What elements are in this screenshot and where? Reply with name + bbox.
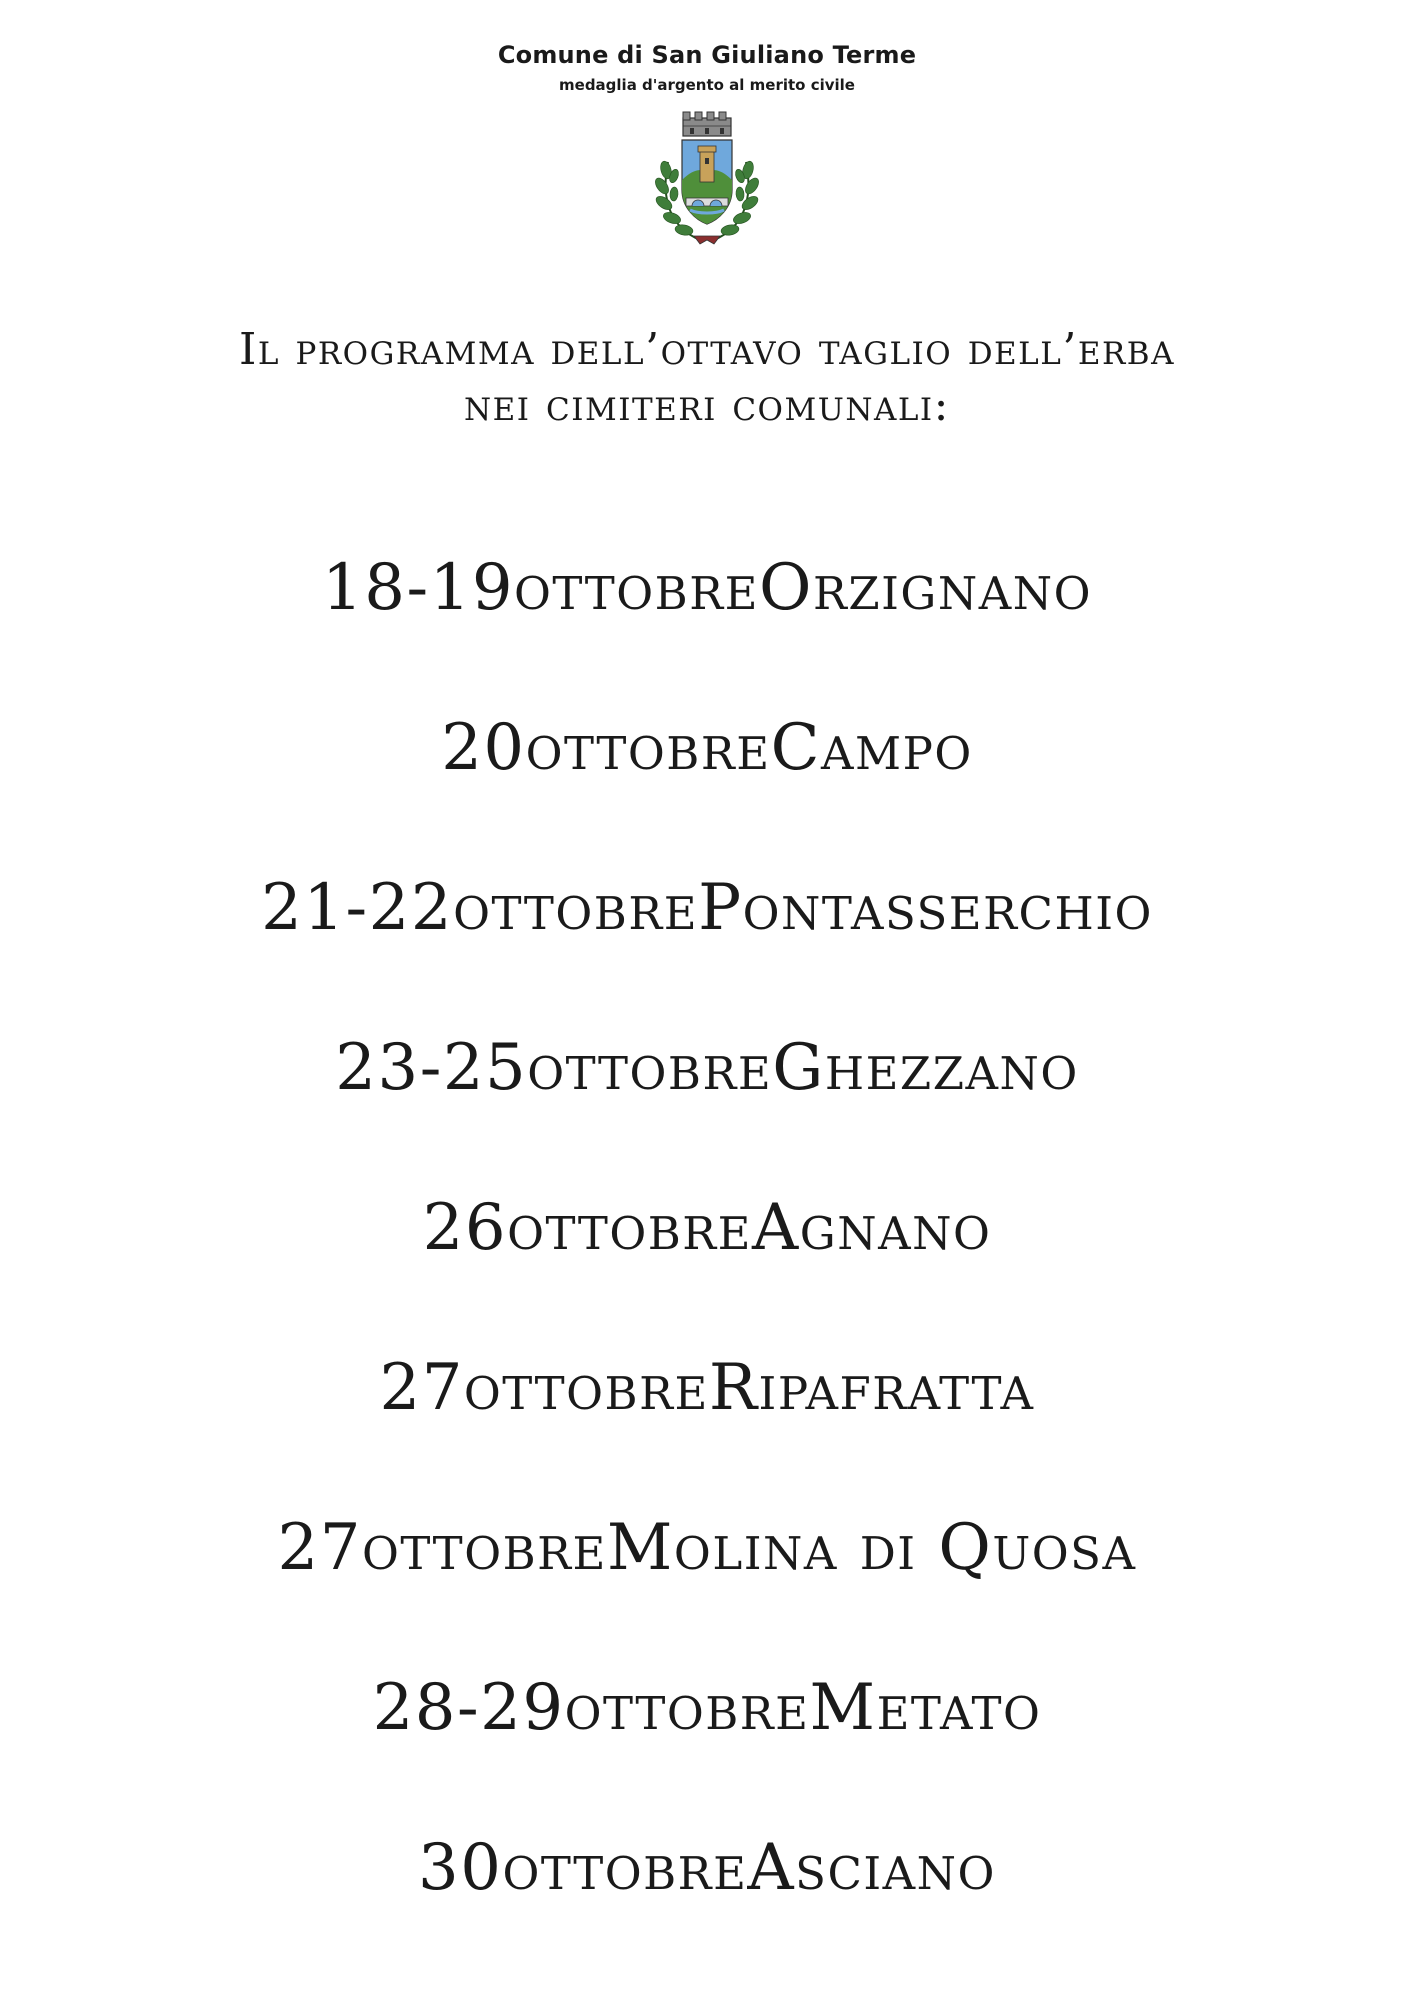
schedule-place: Ghezzano: [772, 1031, 1079, 1105]
schedule-month: ottobre: [463, 1351, 709, 1425]
coat-of-arms-icon: [650, 110, 764, 250]
schedule-place: Molina di Quosa: [606, 1511, 1137, 1585]
schedule-place: Agnano: [752, 1191, 992, 1265]
schedule-dates: 28-29: [372, 1671, 565, 1745]
schedule-dates: 27: [277, 1511, 362, 1585]
schedule-item: [0, 1028, 1414, 1188]
crown-icon: [683, 112, 731, 136]
schedule-item: [0, 868, 1414, 1028]
ribbon-icon: [694, 236, 720, 244]
schedule-item: [0, 1188, 1414, 1348]
schedule-item: [0, 708, 1414, 868]
schedule-month: ottobre: [525, 711, 771, 785]
schedule-item: [0, 1508, 1414, 1668]
title-line-2: nei cimiteri comunali:: [464, 380, 950, 431]
schedule-dates: 20: [441, 711, 526, 785]
schedule-item: [0, 1348, 1414, 1508]
schedule-item: [0, 1828, 1414, 1988]
page-title: [0, 322, 1414, 434]
schedule-month: ottobre: [507, 1191, 753, 1265]
page-header: [0, 38, 1414, 96]
schedule-month: ottobre: [502, 1831, 748, 1905]
schedule-place: Ripafratta: [708, 1351, 1035, 1425]
schedule-month: ottobre: [361, 1511, 607, 1585]
title-line-1: Il programma dell’ottavo taglio dell’erba: [239, 324, 1175, 375]
schedule-month: ottobre: [453, 871, 699, 945]
schedule-item: [0, 1668, 1414, 1828]
schedule-place: Orzignano: [758, 551, 1092, 625]
schedule-place: Campo: [770, 711, 973, 785]
schedule-dates: 30: [418, 1831, 503, 1905]
schedule-dates: 21-22: [261, 871, 454, 945]
schedule-dates: 23-25: [335, 1031, 528, 1105]
schedule-place: Asciano: [747, 1831, 996, 1905]
schedule-dates: 27: [379, 1351, 464, 1425]
schedule-place: Metato: [809, 1671, 1042, 1745]
shield-icon: [682, 140, 732, 224]
schedule-dates: 18-19: [322, 551, 515, 625]
schedule-month: ottobre: [564, 1671, 810, 1745]
schedule-month: ottobre: [527, 1031, 773, 1105]
schedule-place: Pontasserchio: [698, 871, 1153, 945]
schedule-month: ottobre: [514, 551, 759, 625]
honor-subtitle: medaglia d'argento al merito civile: [559, 76, 855, 94]
mowing-schedule-list: [0, 548, 1414, 1988]
municipality-name: Comune di San Giuliano Terme: [497, 41, 917, 69]
schedule-item: [0, 548, 1414, 708]
schedule-dates: 26: [422, 1191, 508, 1265]
